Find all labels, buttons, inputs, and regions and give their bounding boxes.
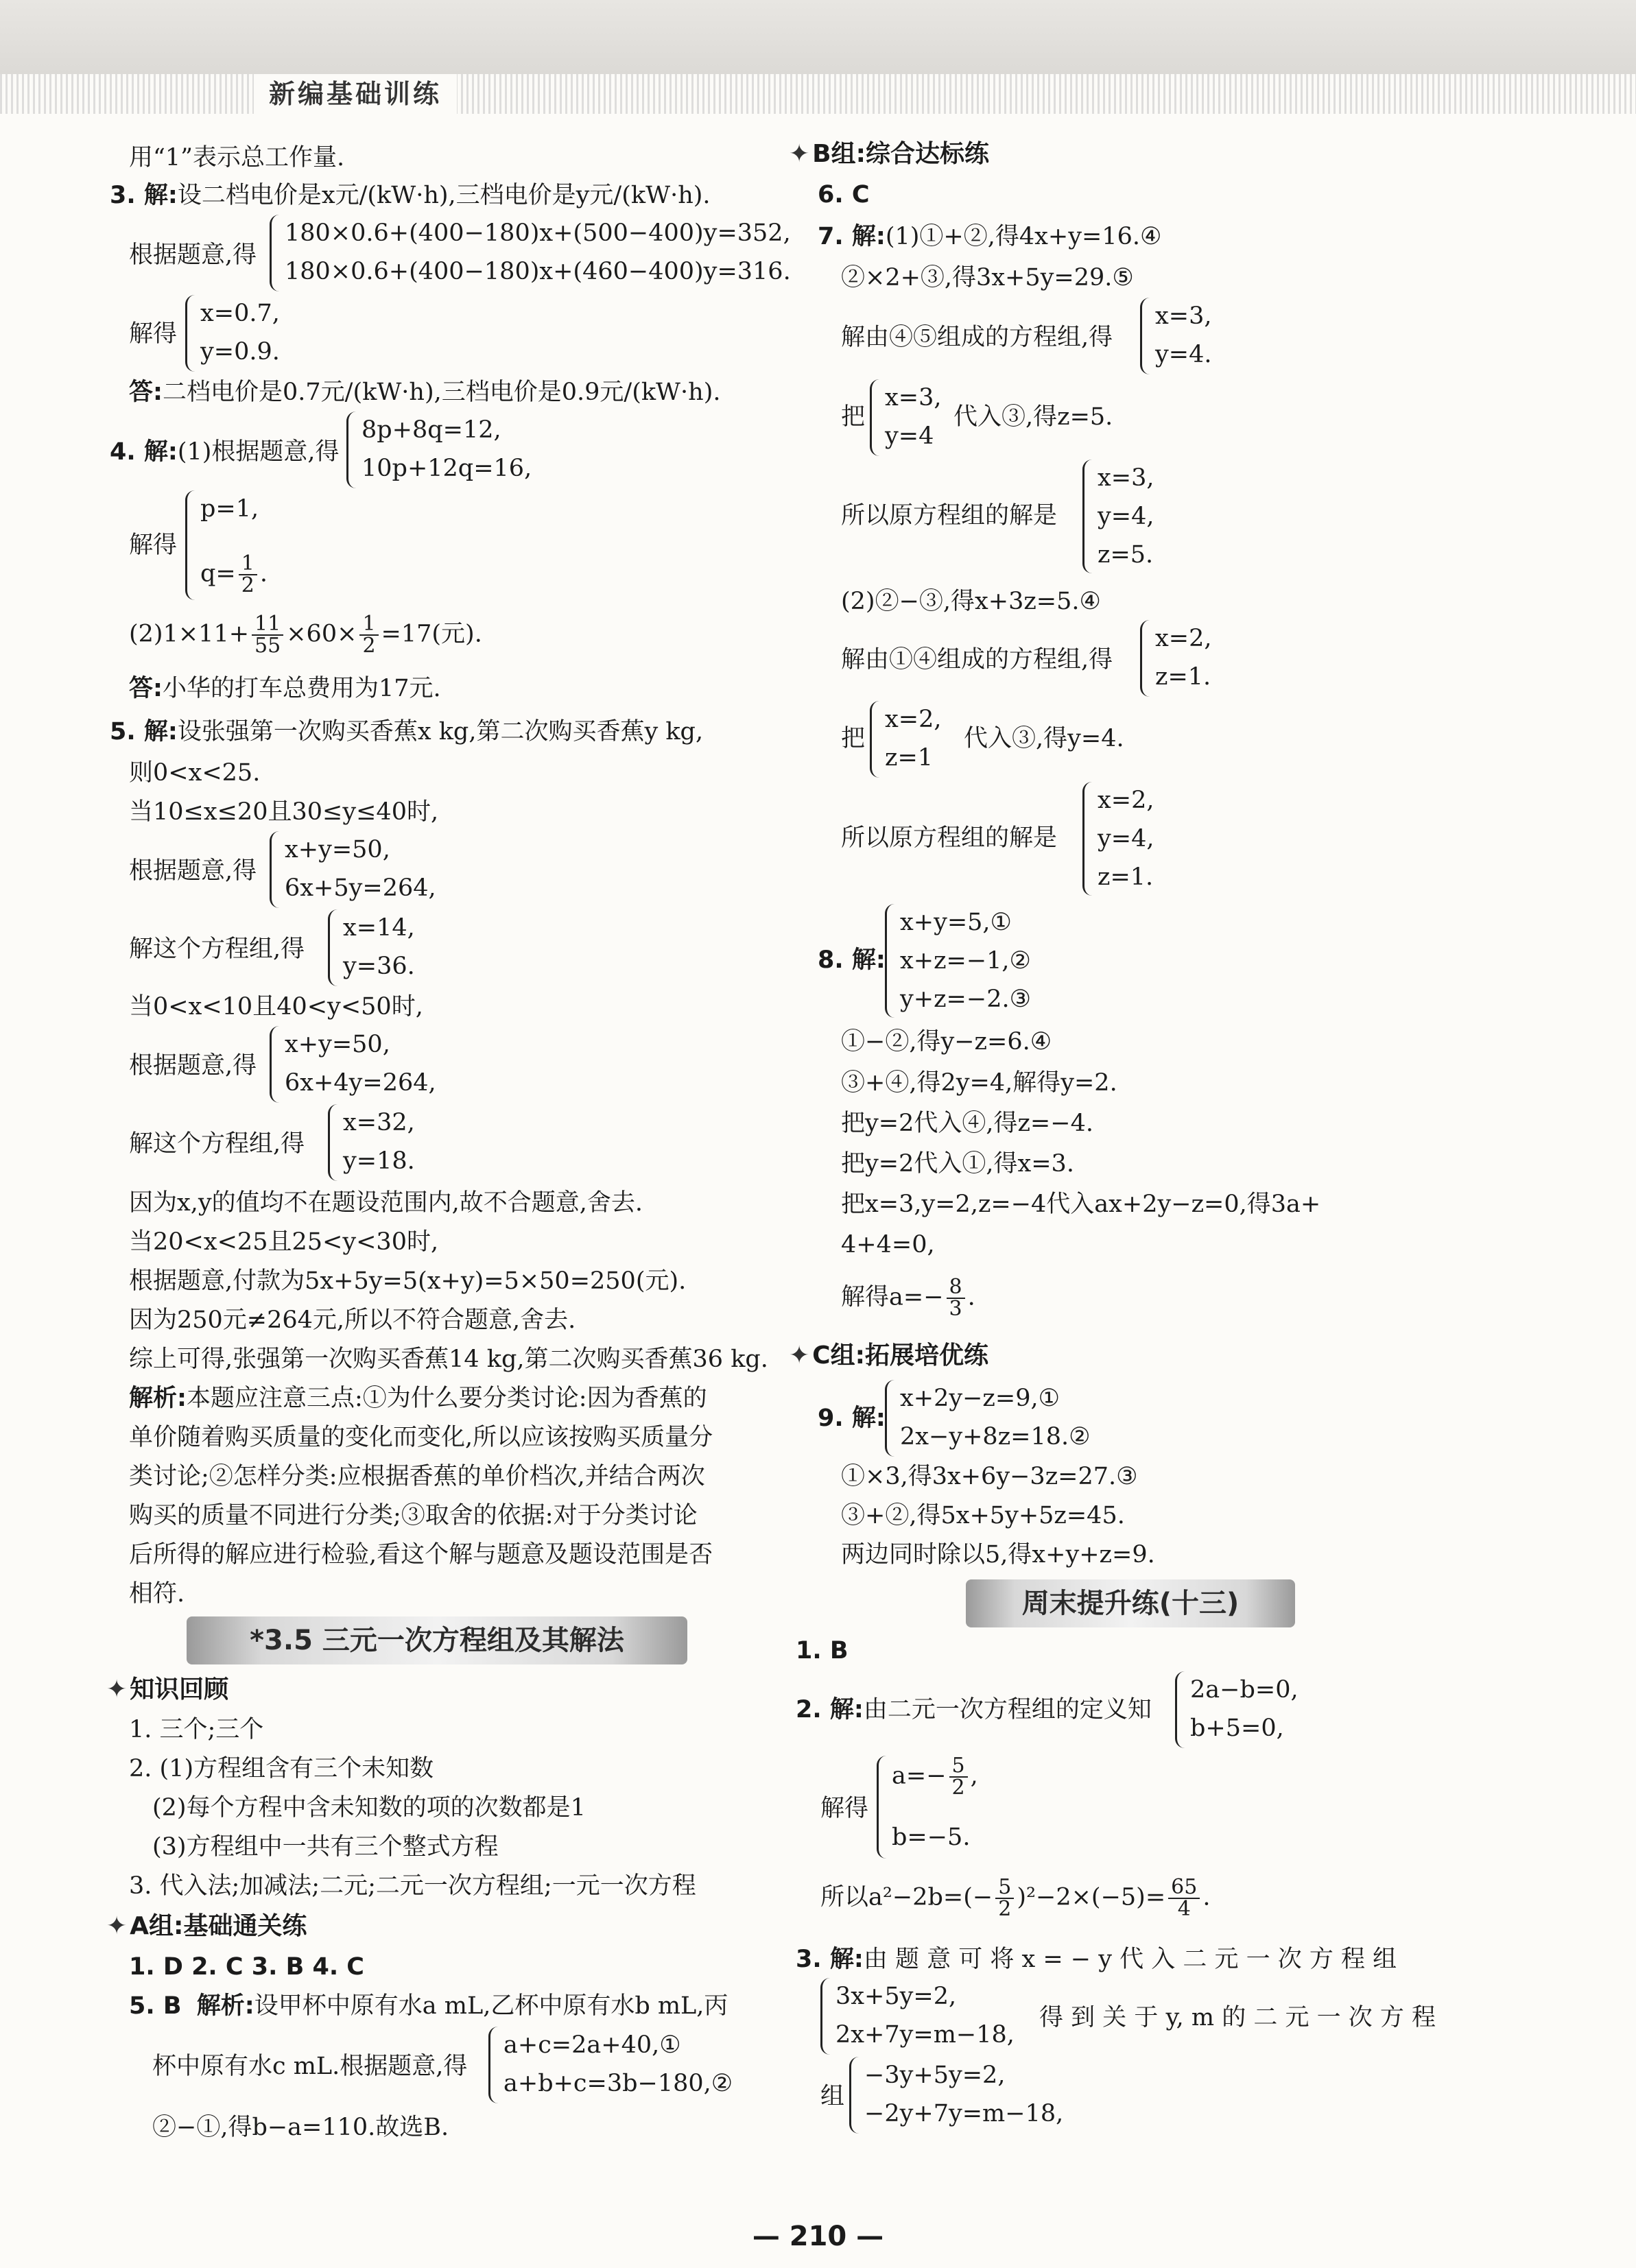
c9-num: 9. 解: [818, 1405, 886, 1432]
b7-l9: 所以原方程组的解是 [841, 824, 1058, 852]
a5-system: a+c=2a+40,① a+b+c=3b−180,② [488, 2027, 776, 2103]
q3-solve: 解得 [129, 320, 178, 348]
diamond-icon: ✦ [789, 1341, 810, 1370]
q3-line: 3. 解:设二档电价是x元/(kW·h),三档电价是y元/(kW·h). [110, 182, 711, 209]
b8-l6: 4+4=0, [841, 1231, 935, 1258]
w2-result: 所以a²−2b=(− $\frac{5}{2}$ )²−2×(−5)= $\frac{65}{4}$ . [820, 1875, 1211, 1921]
q4-answer: 答:小华的打车总费用为17元. [129, 675, 441, 702]
b7-line: 7. 解:(1)①+②,得4x+y=16.④ [818, 223, 1162, 250]
header-title: 新编基础训练 [254, 74, 457, 114]
w3-system1: 3x+5y=2, 2x+7y=m−18, [820, 1978, 1054, 2055]
a5-line: 5. B 解析:设甲杯中原有水a mL,乙杯中原有水b mL,丙 [129, 1992, 728, 2020]
b7-l3: 解由④⑤组成的方程组,得 [841, 324, 1113, 351]
b7-l4-pre: 把 [841, 403, 866, 431]
q5-l8: 因为250元≠264元,所以不符合题意,舍去. [129, 1306, 576, 1334]
section-banner-weekly: 周末提升练(十三) [966, 1579, 1295, 1627]
w3-l2: 得 到 关 于 y, m 的 二 元 一 次 方 程 [1039, 2004, 1436, 2031]
w1: 1. B [796, 1637, 849, 1664]
b7-l8-post: 代入③,得y=4. [964, 725, 1124, 752]
q5-system1: x+y=50, 6x+5y=264, [270, 831, 462, 908]
review-2b: (2)每个方程中含未知数的项的次数都是1 [152, 1794, 586, 1822]
q5-solution1: x=14, y=36. [328, 909, 465, 986]
c9-system: x+2y−z=9,① 2x−y+8z=18.② [885, 1380, 1159, 1457]
b7-solution2: x=3, y=4, z=5. [1082, 459, 1220, 573]
b7-solution4: x=2, y=4, z=1. [1082, 782, 1220, 896]
section-a: ✦ A组:基础通关练 [106, 1912, 307, 1940]
b7-l8-pre: 把 [841, 725, 866, 752]
q5-solve2: 解这个方程组,得 [129, 1130, 305, 1158]
page-number: — 210 — [752, 2221, 884, 2252]
q5-l2: 则0<x<25. [129, 759, 261, 787]
b7-solution1: x=3, y=4. [1140, 298, 1277, 374]
b7-solution3: x=2, z=1. [1140, 620, 1277, 697]
q5-solution2: x=32, y=18. [328, 1104, 465, 1181]
w2-system: 2a−b=0, b+5=0, [1175, 1671, 1340, 1748]
b7-l7: 解由①④组成的方程组,得 [841, 646, 1113, 673]
q5-l5: 因为x,y的值均不在题设范围内,故不合题意,舍去. [129, 1189, 643, 1217]
b7-l6: (2)②−③,得x+3z=5.④ [841, 588, 1101, 615]
right-column [789, 0, 1636, 2268]
c9-l3: 两边同时除以5,得x+y+z=9. [841, 1541, 1155, 1568]
b8-l4: 把y=2代入①,得x=3. [841, 1150, 1074, 1178]
q5-solve1: 解这个方程组,得 [129, 935, 305, 963]
q5-n6: 相符. [129, 1580, 185, 1608]
q3-answer: 答:二档电价是0.7元/(kW·h),三档电价是0.9元/(kW·h). [129, 379, 721, 406]
b7-l4-system: x=3, y=4 [870, 379, 952, 456]
q5-l6: 当20<x<25且25<y<30时, [129, 1228, 439, 1256]
q5-system2: x+y=50, 6x+4y=264, [270, 1026, 462, 1103]
w3-l3: 组 [820, 2083, 845, 2110]
q4-solution: p=1, q= $\frac{1}{2}$ . [185, 490, 322, 600]
q5-l4: 当0<x<10且40<y<50时, [129, 993, 423, 1020]
q5-l3: 当10≤x≤20且30≤y≤40时, [129, 798, 439, 826]
c9-l2: ③+②,得5x+5y+5z=45. [841, 1502, 1125, 1529]
review-2: 2. (1)方程组含有三个未知数 [129, 1755, 434, 1782]
q4-line: 4. 解:(1)根据题意,得 [110, 438, 340, 466]
diamond-icon: ✦ [789, 140, 810, 168]
review-3: 3. 代入法;加减法;二元;二元一次方程组;一元一次方程 [129, 1872, 696, 1900]
a5-l2: 杯中原有水c mL.根据题意,得 [152, 2053, 468, 2080]
q5-note: 解析:本题应注意三点:①为什么要分类讨论:因为香蕉的 [129, 1385, 707, 1412]
b8-l3: 把y=2代入④,得z=−4. [841, 1110, 1093, 1137]
left-column [0, 0, 789, 2268]
q4-solve: 解得 [129, 532, 178, 559]
q5-n4: 购买的质量不同进行分类;③取舍的依据:对于分类讨论 [129, 1502, 698, 1529]
b8-system: x+y=5,① x+z=−1,② y+z=−2.③ [885, 904, 1104, 1018]
review-1: 1. 三个;三个 [129, 1716, 264, 1743]
w2-solution: a=− $\frac{5}{2}$ , b=−5. [877, 1756, 1028, 1859]
diamond-icon: ✦ [106, 1912, 128, 1940]
b8-l2: ③+④,得2y=4,解得y=2. [841, 1069, 1117, 1097]
a5-l3: ②−①,得b−a=110.故选B. [152, 2114, 449, 2141]
q5-n5: 后所得的解应进行检验,看这个解与题意及题设范围是否 [129, 1541, 713, 1568]
q3-solution: x=0.7, y=0.9. [185, 295, 322, 372]
b7-l5: 所以原方程组的解是 [841, 502, 1058, 529]
b7-l8-system: x=2, z=1 [870, 701, 952, 778]
b6: 6. C [818, 181, 870, 208]
q4-system: 8p+8q=12, 10p+12q=16, [346, 411, 586, 488]
q4-part2: (2)1×11+ $\frac{11}{55}$ ×60× $\frac{1}{2}$ =17(元). [129, 612, 482, 658]
w2-solve: 解得 [820, 1795, 869, 1822]
section-banner-3-5: *3.5 三元一次方程组及其解法 [187, 1616, 687, 1664]
text-line: 用“1”表示总工作量. [129, 144, 345, 171]
section-review: ✦ 知识回顾 [106, 1675, 229, 1704]
review-2c: (3)方程组中一共有三个整式方程 [152, 1833, 499, 1861]
w2-line: 2. 解:由二元一次方程组的定义知 [796, 1696, 1152, 1723]
c9-l1: ①×3,得3x+6y−3z=27.③ [841, 1463, 1138, 1490]
q5-l7: 根据题意,付款为5x+5y=5(x+y)=5×50=250(元). [129, 1267, 687, 1295]
b8-num: 8. 解: [818, 946, 886, 974]
q5-basis2: 根据题意,得 [129, 1052, 257, 1079]
q5-basis1: 根据题意,得 [129, 857, 257, 885]
q5-line: 5. 解:设张强第一次购买香蕉x kg,第二次购买香蕉y kg, [110, 718, 704, 745]
b8-l5: 把x=3,y=2,z=−4代入ax+2y−z=0,得3a+ [841, 1191, 1321, 1218]
b7-l2: ②×2+③,得3x+5y=29.⑤ [841, 264, 1134, 291]
a-answers: 1. D 2. C 3. B 4. C [129, 1953, 364, 1981]
diamond-icon: ✦ [106, 1675, 128, 1704]
q5-l9: 综上可得,张强第一次购买香蕉14 kg,第二次购买香蕉36 kg. [129, 1346, 768, 1373]
b8-l1: ①−②,得y−z=6.④ [841, 1028, 1052, 1055]
q5-n3: 类讨论;②怎样分类:应根据香蕉的单价档次,并结合两次 [129, 1463, 705, 1490]
w3-system2: −3y+5y=2, −2y+7y=m−18, [849, 2057, 1082, 2134]
w3-line: 3. 解:由 题 意 可 将 x = − y 代 入 二 元 一 次 方 程 组 [796, 1946, 1397, 1973]
q3-basis: 根据题意,得 [129, 241, 257, 269]
section-c: ✦ C组:拓展培优练 [789, 1341, 988, 1370]
q5-n2: 单价随着购买质量的变化而变化,所以应该按购买质量分 [129, 1424, 713, 1451]
section-b: ✦ B组:综合达标练 [789, 140, 990, 168]
b7-l4-post: 代入③,得z=5. [953, 403, 1113, 431]
q3-system: 180×0.6+(400−180)x+(500−400)y=352, 180×0.6+(400−180)x+(460−400)y=316. [270, 215, 750, 291]
b8-l7: 解得a=− $\frac{8}{3}$ . [841, 1275, 975, 1321]
